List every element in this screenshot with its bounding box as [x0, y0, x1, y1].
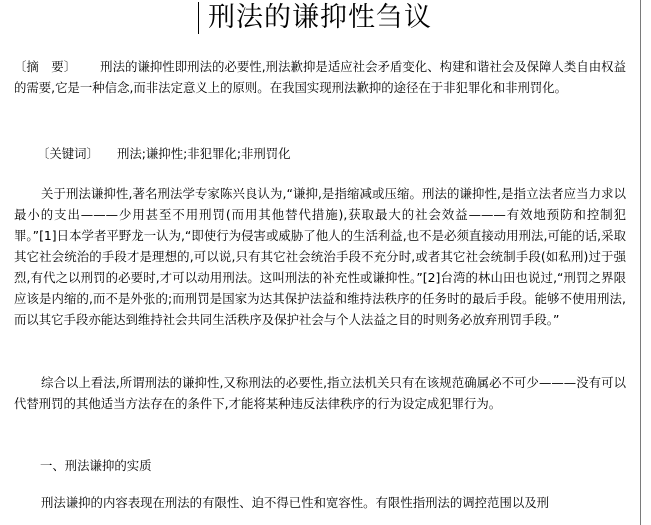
keywords-text: 刑法;谦抑性;非犯罪化;非刑罚化	[116, 146, 291, 161]
keywords-paragraph	[37, 143, 597, 164]
abstract-text: 刑法的谦抑性即刑法的必要性,刑法歉抑是适应社会矛盾变化、构建和谐社会及保障人类自由权益的需要,它是一种信念,而非法定意义上的原则。在我国实现刑法歉抑的途径在于非犯罪化和非刑罚化。	[14, 59, 626, 95]
body-paragraph-3: 刑法谦抑的内容表现在刑法的有限性、迫不得已性和宽容性。有限性指刑法的调控范围以及刑	[41, 495, 550, 510]
abstract-paragraph	[14, 56, 626, 98]
body-paragraph-2: 综合以上看法,所谓刑法的谦抑性,又称刑法的必要性,指立法机关只有在该规范确属必不可少———没有可以代替刑罚的其他适当方法存在的条件下,才能将某种违反法律秩序的行为设定成犯罪行为。	[14, 375, 626, 411]
page-right-border	[640, 0, 641, 525]
text-cursor	[198, 2, 199, 34]
keywords-label: 〔关键词〕	[37, 146, 99, 161]
body-paragraph-1: 关于刑法谦抑性,著名刑法学专家陈兴良认为,“谦抑,是指缩减或压缩。刑法的谦抑性,是指立法者应当力求以最小的支出———少用甚至不用刑罚(而用其他替代措施),获取最大的社会效益———有效地预防和控制犯罪。”[1]日本学者平野龙一认为,“即使行为侵害或威胁了他人的生活利益,也不是必须直接动用刑法,可能的话,采取其它社会统治的手段才是理想的,可以说,只有其它社会统治手段不充分时,或者其它社会统制手段(如私刑)过于强烈,有代之以刑罚的必要时,才可以动用刑法。这叫刑法的补充性或谦抑性。”[2]台湾的林山田也说过,“刑罚之界限应该是内缩的,而不是外张的;而刑罚是国家为达其保护法益和维持法秩序的任务时的最后手段。能够不使用刑法,而以其它手段亦能达到维持社会共同生活秩序及保护社会与个人法益之目的时则务必放弃刑罚手段。”	[14, 186, 626, 327]
document-title: 刑法的谦抑性刍议	[208, 2, 432, 33]
section-heading: 一、刑法谦抑的实质	[40, 458, 152, 473]
abstract-label: 〔摘 要〕	[14, 59, 77, 74]
